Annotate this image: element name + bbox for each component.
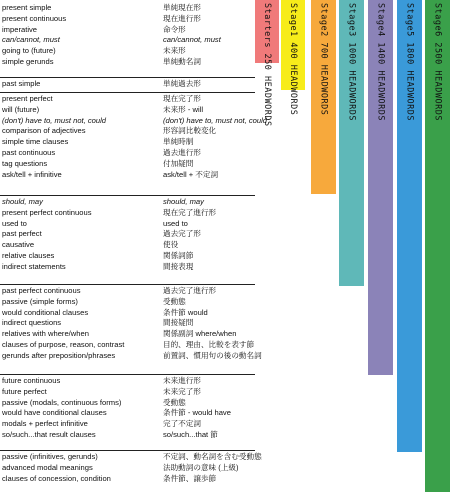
grammar-row bbox=[0, 430, 255, 440]
grammar-point-japanese: 命令形 bbox=[163, 24, 186, 34]
grammar-row bbox=[0, 419, 255, 429]
grammar-point-english: future continuous bbox=[2, 376, 61, 385]
grammar-row bbox=[0, 474, 255, 484]
grammar-row bbox=[0, 308, 255, 318]
grammar-point-japanese: 完了不定詞 bbox=[163, 419, 201, 429]
stage-label: Stage1 400 HEADWORDS bbox=[288, 3, 298, 116]
grammar-point-english: advanced modal meanings bbox=[2, 462, 93, 472]
grammar-point-english: ask/tell + infinitive bbox=[2, 169, 62, 179]
grammar-row bbox=[0, 79, 255, 89]
grammar-point-english: would have conditional clauses bbox=[2, 408, 107, 418]
grammar-point-japanese: 間接疑問 bbox=[163, 318, 194, 328]
grammar-point-japanese: used to bbox=[163, 218, 188, 228]
grammar-point-japanese: (don't) have to, must not, could bbox=[163, 115, 268, 125]
stage-label: Stage4 1400 HEADWORDS bbox=[375, 3, 386, 121]
grammar-point-english: modals + perfect infinitive bbox=[2, 419, 88, 429]
grammar-point-japanese: 形容詞比較変化 bbox=[163, 126, 217, 136]
grammar-point-english: imperative bbox=[2, 24, 38, 34]
grammar-row bbox=[0, 297, 255, 307]
grammar-point-english: clauses of concession, condition bbox=[2, 473, 111, 483]
grammar-point-japanese: 未来完了形 bbox=[163, 386, 201, 396]
grammar-point-japanese: ask/tell + 不定詞 bbox=[163, 169, 219, 179]
grammar-point-english: going to (future) bbox=[2, 46, 56, 56]
stage-bar bbox=[425, 0, 450, 492]
grammar-row bbox=[0, 229, 255, 239]
grammar-point-english: clauses of purpose, reason, contrast bbox=[2, 340, 125, 349]
section-divider bbox=[0, 374, 255, 375]
grammar-point-japanese: 単純時制 bbox=[163, 137, 194, 147]
grammar-point-english: should, may bbox=[2, 197, 43, 206]
grammar-point-japanese: 現在完了進行形 bbox=[163, 207, 217, 217]
grammar-row bbox=[0, 14, 255, 24]
grammar-point-english: indirect questions bbox=[2, 318, 62, 328]
grammar-row bbox=[0, 105, 255, 115]
grammar-point-english: present continuous bbox=[2, 13, 67, 23]
grammar-point-japanese: 未来形 bbox=[163, 46, 186, 56]
section-divider bbox=[0, 77, 255, 78]
section-divider bbox=[0, 92, 255, 93]
grammar-row bbox=[0, 262, 255, 272]
grammar-point-japanese: 未来形 - will bbox=[163, 104, 204, 114]
grammar-row bbox=[0, 318, 255, 328]
grammar-point-japanese: 過去完了形 bbox=[163, 229, 201, 239]
stage-bar bbox=[311, 0, 336, 194]
grammar-row bbox=[0, 219, 255, 229]
grammar-row bbox=[0, 251, 255, 261]
grammar-point-japanese: 受動態 bbox=[163, 296, 186, 306]
grammar-row bbox=[0, 137, 255, 147]
grammar-point-english: simple time clauses bbox=[2, 137, 69, 147]
grammar-point-english: comparison of adjectives bbox=[2, 126, 86, 136]
grammar-row bbox=[0, 240, 255, 250]
grammar-point-english: relatives with where/when bbox=[2, 329, 89, 339]
grammar-row bbox=[0, 350, 262, 361]
grammar-point-english: (don't) have to, must not, could bbox=[2, 115, 107, 125]
grammar-point-japanese: 現在進行形 bbox=[163, 13, 201, 23]
grammar-point-japanese: so/such...that 節 bbox=[163, 430, 218, 439]
grammar-row bbox=[0, 126, 255, 136]
grammar-point-english: relative clauses bbox=[2, 251, 55, 260]
grammar-point-english: present simple bbox=[2, 3, 52, 12]
grammar-row bbox=[0, 115, 268, 126]
grammar-row bbox=[0, 57, 255, 67]
grammar-point-japanese: 前置詞、慣用句の後の動名詞 bbox=[163, 350, 262, 360]
grammar-row bbox=[0, 3, 255, 13]
grammar-point-japanese: 使役 bbox=[163, 240, 179, 250]
grammar-row bbox=[0, 46, 255, 56]
grammar-row bbox=[0, 329, 255, 339]
grammar-row bbox=[0, 159, 255, 169]
grammar-point-japanese: 受動態 bbox=[163, 397, 186, 407]
stage-label: Starters 250 HEADWORDS bbox=[262, 3, 272, 127]
grammar-row bbox=[0, 452, 262, 462]
stage-bar bbox=[397, 0, 422, 452]
grammar-row bbox=[0, 94, 255, 104]
grammar-point-english: causative bbox=[2, 240, 35, 250]
grammar-row bbox=[0, 35, 255, 45]
grammar-point-japanese: 未来進行形 bbox=[163, 376, 201, 385]
grammar-row bbox=[0, 148, 255, 158]
grammar-point-english: used to bbox=[2, 218, 27, 228]
grammar-point-english: tag questions bbox=[2, 158, 48, 168]
grammar-point-english: passive (modals, continuous forms) bbox=[2, 397, 122, 407]
grammar-row bbox=[0, 25, 255, 35]
section-divider bbox=[0, 284, 255, 285]
grammar-point-english: so/such...that result clauses bbox=[2, 430, 96, 439]
grammar-point-japanese: 目的、理由、比較を表す節 bbox=[163, 340, 255, 349]
grammar-row bbox=[0, 376, 255, 386]
section-divider bbox=[0, 450, 255, 451]
grammar-row bbox=[0, 208, 255, 218]
grammar-point-japanese: 条件節 would bbox=[163, 307, 208, 317]
grammar-point-japanese: 単純動名詞 bbox=[163, 57, 201, 66]
grammar-point-english: can/cannot, must bbox=[2, 35, 60, 45]
grammar-point-japanese: 過去完了進行形 bbox=[163, 286, 217, 295]
grammar-point-japanese: 間接表現 bbox=[163, 261, 194, 271]
stage-label: Stage3 1000 HEADWORDS bbox=[346, 3, 357, 121]
grammar-point-english: past continuous bbox=[2, 148, 56, 157]
grammar-point-english: present perfect bbox=[2, 94, 53, 103]
stage-bar bbox=[255, 0, 279, 127]
grammar-point-english: passive (infinitives, gerunds) bbox=[2, 452, 98, 461]
grammar-point-japanese: should, may bbox=[163, 197, 204, 206]
grammar-point-english: would conditional clauses bbox=[2, 307, 89, 317]
stage-bar bbox=[339, 0, 364, 286]
grammar-point-english: past simple bbox=[2, 79, 41, 88]
grammar-row bbox=[0, 197, 255, 207]
stage-label: Stage2 700 HEADWORDS bbox=[318, 3, 329, 116]
grammar-point-english: future perfect bbox=[2, 386, 47, 396]
grammar-point-english: present perfect continuous bbox=[2, 207, 92, 217]
stage-label: Stage6 2500 HEADWORDS bbox=[432, 3, 443, 121]
grammar-point-english: passive (simple forms) bbox=[2, 296, 78, 306]
grammar-point-japanese: 法助動詞の意味 (上級) bbox=[163, 462, 239, 472]
grammar-point-japanese: 関係詞節 bbox=[163, 251, 194, 260]
section-divider bbox=[0, 195, 255, 196]
stage-bar bbox=[281, 0, 305, 116]
grammar-point-japanese: 関係副詞 where/when bbox=[163, 329, 237, 339]
grammar-point-japanese: 付加疑問 bbox=[163, 158, 194, 168]
grammar-point-english: gerunds after preposition/phrases bbox=[2, 350, 116, 360]
grammar-point-japanese: 不定詞、動名詞を含む受動態 bbox=[163, 452, 262, 461]
grammar-row bbox=[0, 286, 255, 296]
grammar-row bbox=[0, 463, 255, 473]
grammar-row bbox=[0, 170, 255, 180]
stage-label: Stage5 1800 HEADWORDS bbox=[404, 3, 415, 121]
grammar-row bbox=[0, 387, 255, 397]
grammar-point-english: past perfect bbox=[2, 229, 42, 239]
grammar-row bbox=[0, 398, 255, 408]
grammar-point-japanese: 条件節、譲歩節 bbox=[163, 473, 217, 483]
grammar-point-japanese: can/cannot, must bbox=[163, 35, 221, 45]
grammar-row bbox=[0, 340, 255, 350]
grammar-point-english: simple gerunds bbox=[2, 57, 54, 66]
grammar-point-japanese: 単純現在形 bbox=[163, 3, 201, 12]
grammar-point-japanese: 現在完了形 bbox=[163, 94, 201, 103]
grammar-row bbox=[0, 408, 255, 418]
grammar-point-japanese: 条件節 - would have bbox=[163, 408, 231, 418]
stage-bar bbox=[368, 0, 393, 375]
grammar-point-japanese: 単純過去形 bbox=[163, 79, 201, 88]
grammar-point-english: indirect statements bbox=[2, 261, 66, 271]
grammar-point-english: will (future) bbox=[2, 104, 40, 114]
grammar-point-japanese: 過去進行形 bbox=[163, 148, 201, 157]
grammar-point-english: past perfect continuous bbox=[2, 286, 81, 295]
